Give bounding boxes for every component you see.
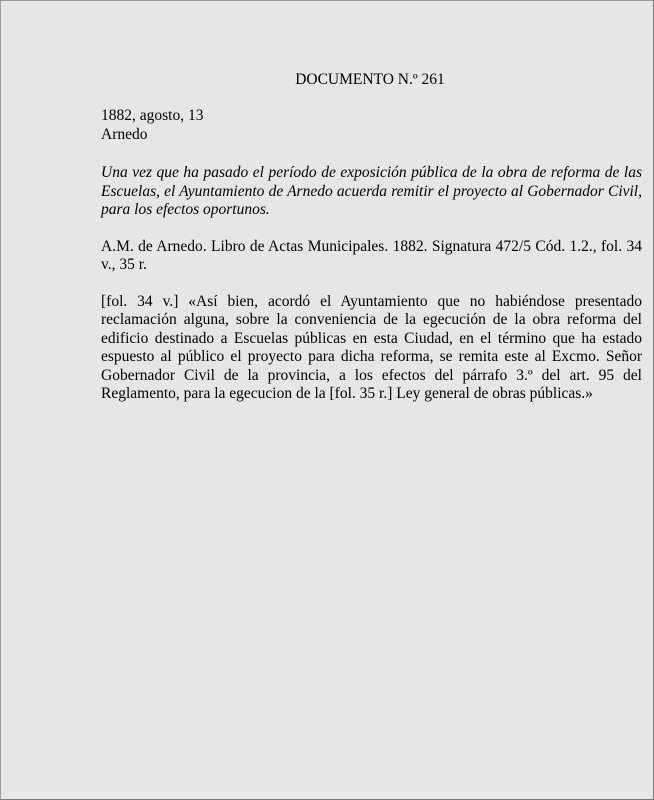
document-summary: Una vez que ha pasado el período de exposición pública de la obra de reforma de las Escuelas, el Ayuntamiento de Arnedo acuerda remitir el proyecto al Gobernador Civil, para los efectos oportunos. [101, 164, 642, 218]
document-date: 1882, agosto, 13 [101, 107, 204, 124]
document-transcription: [fol. 34 v.] «Así bien, acordó el Ayuntamiento que no habiéndose presentado reclamación alguna, sobre la conveniencia de la egecución de la obra reforma del edificio destinado a Escuelas públicas en esta Ciudad, en el término que ha estado espuesto al público el proyecto para dicha reforma, se remita este al Excmo. Señor Gobernador Civil de la provincia, a los efectos del párrafo 3.º del art. 95 del Reglamento, para la egecucion de la [fol. 35 r.] Ley general de obras públicas.» [101, 292, 642, 402]
document-title: DOCUMENTO N.º 261 [295, 71, 445, 88]
document-body [101, 107, 642, 404]
document-place: Arnedo [101, 125, 148, 143]
document-source: A.M. de Arnedo. Libro de Actas Municipales. 1882. Signatura 472/5 Cód. 1.2., fol. 34 v., 35 r. [101, 237, 642, 273]
